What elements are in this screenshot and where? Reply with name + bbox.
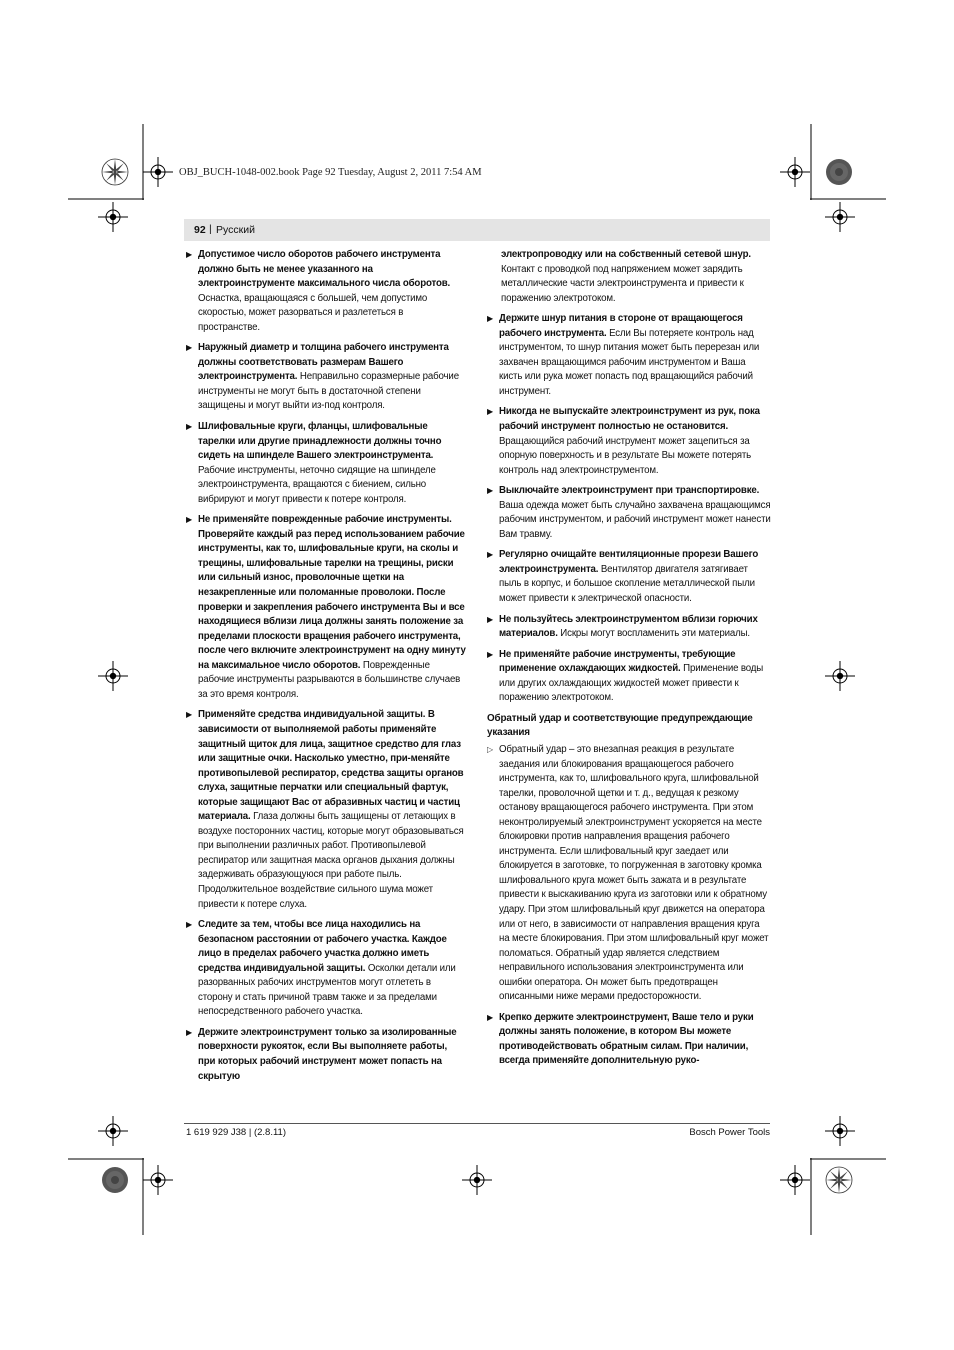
- bullet-arrow-icon: ▶: [186, 710, 193, 720]
- bullet-arrow-icon: ▶: [186, 920, 193, 930]
- safety-item: ▶ Никогда не выпускайте электроинструмент из рук, пока рабочий инструмент полностью не остановится. Вращающийся рабочий инструмент может зацепиться за опорную поверхность и в результате Вы можете потерять контроль над электроинструментом.: [487, 406, 760, 476]
- bullet-arrow-icon: ▶: [186, 250, 193, 259]
- safety-item: ▶ Не пользуйтесь электроинструментом вблизи горючих материалов. Искры могут воспламенить эти материалы.: [487, 613, 758, 640]
- outline-arrow-icon: ▷: [487, 744, 494, 754]
- safety-item: ▶ Регулярно очищайте вентиляционные прорези Вашего электроинструмента. Вентилятор двигателя затягивает пыль в корпус, и большое скопление металлической пыли может привести к электрической опасности.: [487, 549, 759, 605]
- safety-item: ▶ Следите за тем, чтобы все лица находились на безопасном расстоянии от рабочего участка. Каждое лицо в пределах рабочего участка должно иметь средства индивидуальной защиты. Осколки детали или разорванных рабочих инструментов могут отлететь в сторону и стать причиной травм также и за пределами непосредственного рабочего участка.: [186, 919, 456, 1018]
- safety-item: ▶ Держите электроинструмент только за изолированные поверхности рукояток, если Вы выполняете работы, при которых рабочий инструмент может попасть на скрытую: [186, 1026, 457, 1082]
- safety-item: ▶ Держите шнур питания в стороне от вращающегося рабочего инструмента. Если Вы потеряете контроль над инструментом, то шнур питания может быть перерезан или захвачен вращающимся рабочим инструментом и Ваша кисть или рука может попасть под вращающийся рабочий инструмент.: [487, 313, 760, 397]
- safety-item: ▶ Не применяйте поврежденные рабочие инструменты. Проверяйте каждый раз перед использованием рабочие инструменты, как то, шлифовальные круги, на сколы и трещины, шлифовальные тарелки на трещины, риски или сильный износ, проволочные щетки на незакрепленные или поломанные проволоки. После проверки и закрепления рабочего инструмента Вы и все находящиеся вблизи лица должны занять положение за пределами плоскости вращения рабочего инструмента, после чего включите электроинструмент на одну минуту на максимальное число оборотов. Поврежденные рабочие инструменты разрываются в большинстве случаев за это время контроля.: [186, 514, 466, 700]
- continuation-paragraph: электропроводку или на собственный сетевой шнур. Контакт с проводкой под напряжением может зарядить металлические части электроинструмента и привести к поражению электротоком.: [501, 249, 751, 304]
- section-subheading: Обратный удар и соответствующие предупреждающие указания: [487, 712, 753, 739]
- print-info: OBJ_BUCH-1048-002.book Page 92 Tuesday, August 2, 2011 7:54 AM: [179, 167, 482, 178]
- bullet-arrow-icon: ▶: [186, 343, 193, 353]
- bullet-arrow-icon: ▶: [487, 649, 494, 659]
- footer-rule: [184, 1123, 770, 1124]
- left-column: [186, 248, 466, 1090]
- bullet-arrow-icon: ▶: [487, 486, 494, 496]
- bullet-arrow-icon: ▶: [487, 1012, 494, 1022]
- safety-item: ▶ Наружный диаметр и толщина рабочего инструмента должны соответствовать размерам Вашего электроинструмента. Неправильно соразмерные рабочие инструменты не могут быть в достаточной степени защищены и могут выйти из-под контроля.: [186, 342, 459, 412]
- page-number: 92: [194, 224, 206, 236]
- page-header: [184, 219, 770, 241]
- footer-doc-number: 1 619 929 J38 | (2.8.11): [186, 1127, 287, 1138]
- safety-item: ▶ Шлифовальные круги, фланцы, шлифовальные тарелки или другие принадлежности должны точно сидеть на шпинделе Вашего электроинструмента. Рабочие инструменты, неточно сидящие на шпинделе электроинструмента, вращаются с биением, сильно вибрируют и могут привести к потере контроля.: [186, 421, 442, 505]
- footer-brand: Bosch Power Tools: [689, 1127, 770, 1138]
- bullet-arrow-icon: ▶: [487, 407, 494, 417]
- bullet-arrow-icon: ▶: [487, 550, 494, 560]
- bullet-arrow-icon: ▶: [186, 422, 193, 432]
- safety-item: ▶ Допустимое число оборотов рабочего инструмента должно быть не менее указанного на электроинструменте максимального числа оборотов. Оснастка, вращающаяся с большей, чем допустимо скоростью, может разорваться и разлететься в пространстве.: [186, 249, 451, 333]
- kickback-description: ▷ Обратный удар – это внезапная реакция в результате заедания или блокирования вращающегося рабочего инструмента, как то, шлифовального круга, шлифовальной тарелки, проволочной щетки и т. д., ведущая к резкому останову вращающегося рабочего инструмента. При этом неконтролируемый электроинструмент ускоряется на месте блокировки против направления вращения рабочего инструмента. Если шлифовальный круг заедает или блокируется в заготовке, то погруженная в заготовку кромка шлифовального круга может быть зажата и в результате привести к выскакиванию круга из заготовки или к обратному удару. При этом шлифовальный круг движется на оператора или от него, в зависимости от направления вращения круга на месте блокирования. При этом шлифовальный круг может поломаться. Обратный удар является следствием неправильного использования электроинструмента или ошибки оператора. Он может быть предотвращен описанными ниже мерами предосторожности.: [487, 743, 769, 1003]
- bullet-arrow-icon: ▶: [186, 1027, 193, 1037]
- safety-item: ▶ Не применяйте рабочие инструменты, требующие применение охлаждающих жидкостей. Применение воды или других охлаждающих жидкостей может привести к поражению электротоком.: [487, 648, 764, 704]
- header-language: Русский: [216, 224, 255, 236]
- right-column: [487, 248, 771, 1075]
- bullet-arrow-icon: ▶: [487, 314, 494, 324]
- safety-item: ▶ Применяйте средства индивидуальной защиты. В зависимости от выполняемой работы применяйте защитный щиток для лица, защитное средство для глаз или защитные очки. Насколько уместно, при-меняйте противопылевой респиратор, средства защиты органов слуха, защитные перчатки или специальный фартук, которые защищают Вас от абразивных частиц и частиц материала. Глаза должны быть защищены от летающих в воздухе посторонних частиц, которые могут образовываться при выполнении различных работ. Противопылевой респиратор или защитная маска органов дыхания должны задерживать образующуюся при работе пыль. Продолжительное воздействие сильного шума может привести к потере слуха.: [186, 709, 464, 910]
- bullet-arrow-icon: ▶: [186, 515, 193, 525]
- safety-item: ▶ Выключайте электроинструмент при транспортировке. Ваша одежда может быть случайно захвачена вращающимся рабочим инструментом, и рабочий инструмент может нанести Вам травму.: [487, 485, 771, 540]
- bullet-arrow-icon: ▶: [487, 614, 494, 624]
- safety-item: ▶ Крепко держите электроинструмент, Ваше тело и руки должны занять положение, в котором Вы можете противодействовать обратным силам. При наличии, всегда применяйте дополнительную руко-: [487, 1011, 754, 1067]
- header-separator: |: [209, 223, 212, 235]
